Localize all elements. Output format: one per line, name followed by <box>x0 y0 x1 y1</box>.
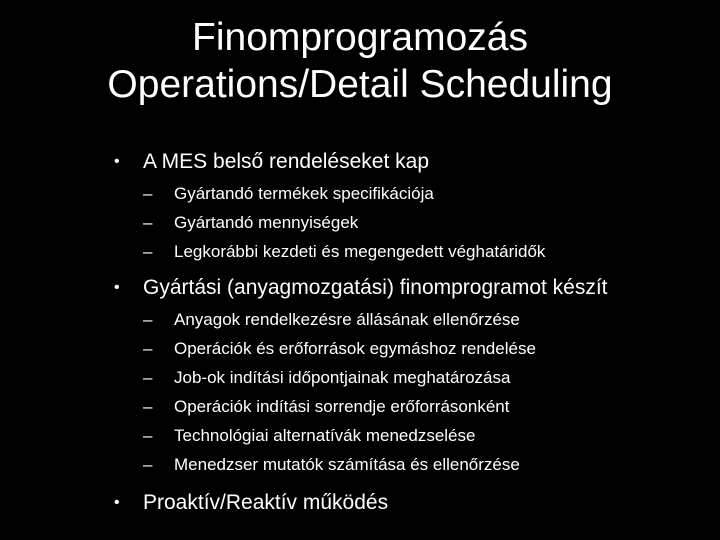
slide-title <box>0 14 720 108</box>
bullet-item <box>114 489 714 517</box>
bullet-text: Gyártási (anyagmozgatási) finomprogramot készít <box>143 276 608 299</box>
dash-marker: – <box>143 455 153 474</box>
bullet-item <box>114 148 714 176</box>
sub-item <box>114 421 714 450</box>
sub-item <box>114 305 714 334</box>
sub-item <box>114 179 714 208</box>
sub-item <box>114 334 714 363</box>
bullet-marker: • <box>114 153 120 170</box>
sub-item-text: Legkorábbi kezdeti és megengedett véghatáridők <box>174 242 546 261</box>
sub-item <box>114 363 714 392</box>
title-line-1: Finomprogramozás <box>192 16 528 59</box>
sub-item <box>114 208 714 237</box>
dash-marker: – <box>143 310 153 329</box>
dash-marker: – <box>143 213 153 232</box>
dash-marker: – <box>143 397 153 416</box>
bullet-marker: • <box>114 279 120 296</box>
dash-marker: – <box>143 368 153 387</box>
sub-list <box>114 179 714 266</box>
bullet-list <box>114 148 714 517</box>
sub-item-text: Gyártandó termékek specifikációja <box>174 184 434 203</box>
sub-list <box>114 305 714 479</box>
bullet-text: Proaktív/Reaktív működés <box>143 491 389 514</box>
title-line-2: Operations/Detail Scheduling <box>107 63 613 106</box>
sub-item-text: Menedzser mutatók számítása és ellenőrzése <box>174 455 520 474</box>
sub-item-text: Job-ok indítási időpontjainak meghatározása <box>174 368 511 387</box>
dash-marker: – <box>143 242 153 261</box>
sub-item-text: Anyagok rendelkezésre állásának ellenőrzése <box>174 310 520 329</box>
sub-item-text: Technológiai alternatívák menedzselése <box>174 426 476 445</box>
dash-marker: – <box>143 339 153 358</box>
sub-item-text: Operációk indítási sorrendje erőforrásonként <box>174 397 510 416</box>
dash-marker: – <box>143 184 153 203</box>
sub-item <box>114 392 714 421</box>
sub-item <box>114 450 714 479</box>
bullet-text: A MES belső rendeléseket kap <box>143 150 430 173</box>
sub-item-text: Operációk és erőforrások egymáshoz rendelése <box>174 339 536 358</box>
bullet-item <box>114 274 714 302</box>
bullet-marker: • <box>114 494 120 511</box>
dash-marker: – <box>143 426 153 445</box>
sub-item <box>114 237 714 266</box>
sub-item-text: Gyártandó mennyiségek <box>174 213 359 232</box>
